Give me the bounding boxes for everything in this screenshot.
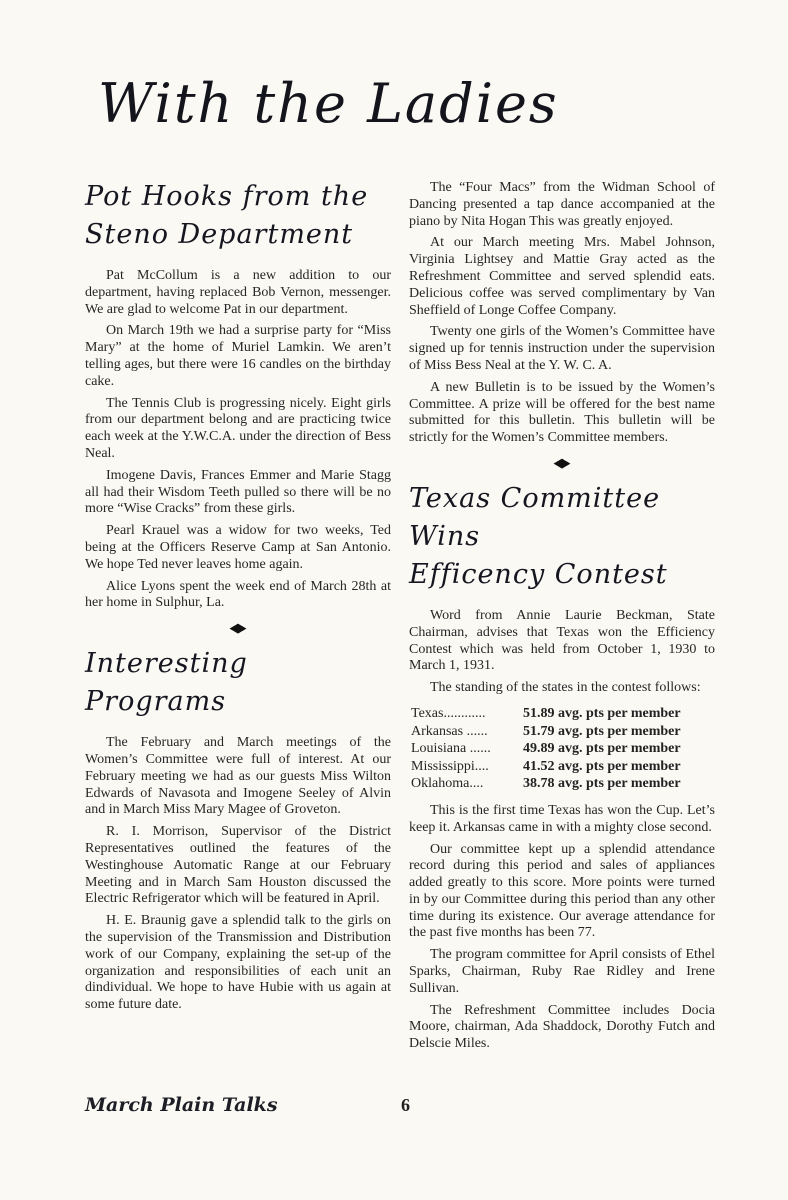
paragraph: The Tennis Club is progressing nicely. Eight girls from our department belong and are practicing twice each week at the Y.W.C.A. under the direction of Bess Neal. [85,395,391,461]
heading-line: Pot Hooks from the [85,181,369,212]
paragraph: Word from Annie Laurie Beckman, State Chairman, advises that Texas won the Efficiency Contest which was held from October 1, 1930 to March 1, 1931. [409,607,715,674]
state-name: Louisiana ...... [411,741,491,757]
heading-line: Efficency Contest [409,558,668,590]
paragraph: A new Bulletin is to be issued by the Women’s Committee. A prize will be offered for the best name submitted for this bulletin. This bulletin will be strictly for the Women’s Committee members. [409,379,715,446]
paragraph: At our March meeting Mrs. Mabel Johnson, Virginia Lightsey and Mattie Gray acted as the Refreshment Committee and served splendid eats. Delicious coffee was served complimentary by Van Sheffield of Longe Coffee Company. [409,235,715,318]
state-name: Mississippi.... [411,758,489,774]
paragraph: The February and March meetings of the Women’s Committee were full of interest. At our February meeting we had as our guests Miss Wilton Edwards of Navasota and Imogene Seeley of Alvin and in March Miss Mary Magee of Groveton. [85,735,391,818]
publication-name: March Plain Talks [85,1094,278,1116]
section-heading-pot-hooks [85,178,391,254]
two-column-layout [85,168,715,1058]
paragraph: Imogene Davis, Frances Emmer and Marie Stagg all had their Wisdom Teeth pulled so there will be no more “Wise Cracks” from these girls. [85,467,391,517]
state-score: 38.78 avg. pts per member [523,776,681,792]
state-name: Oklahoma.... [411,776,484,792]
diamond-divider-icon: ◆ [229,620,247,636]
section-heading-interesting-programs [85,645,391,721]
heading-line: Steno Department [85,219,354,250]
left-column [85,168,391,1058]
paragraph: The standing of the states in the contest follows: [430,680,701,696]
state-score: 41.52 avg. pts per member [523,758,681,774]
state-score: 51.79 avg. pts per member [523,723,681,739]
paragraph: Pat McCollum is a new addition to our department, having replaced Bob Vernon, messenger. We are glad to welcome Pat in our department. [85,268,391,317]
state-score: 51.89 avg. pts per member [523,705,681,721]
paragraph: On March 19th we had a surprise party for “Miss Mary” at the home of Muriel Lamkin. We aren’t telling ages, but there were 16 candles on the birthday cake. [85,323,391,389]
table-row [411,723,715,741]
diamond-divider-icon: ◆ [553,454,571,470]
table-row [411,705,715,723]
heading-line: Texas Committee Wins [409,482,661,552]
paragraph: The “Four Macs” from the Widman School of Dancing presented a tap dance accompanied at the piano by Nita Hogan This was greatly enjoyed. [409,180,715,229]
state-name: Texas............ [411,705,486,721]
paragraph: Our committee kept up a splendid attendance record during this period and sales of appliances added greatly to this score. More points were turned in by our Committee during this period than any other time during its existence. Our average attendance for the past five months has been 77. [409,841,715,941]
section-heading-texas-committee [409,480,715,594]
paragraph: Alice Lyons spent the week end of March 28th at her home in Sulphur, La. [85,578,391,611]
page-number: 6 [401,1095,410,1115]
page-footer [85,1094,715,1120]
paragraph: Twenty one girls of the Women’s Committee have signed up for tennis instruction under the supervision of Miss Bess Neal at the Y. W. C. A. [409,324,715,373]
paragraph: H. E. Braunig gave a splendid talk to the girls on the supervision of the Transmission and Distribution work of our Company, explaining the set-up of the organization and responsibilities of each unit an dindividual. We hope to have Hubie with us again at some future date. [85,913,391,1013]
page-title: With the Ladies [98,72,559,135]
right-column [409,168,715,1058]
paragraph: The program committee for April consists of Ethel Sparks, Chairman, Ruby Rae Ridley and Irene Sullivan. [409,947,715,996]
paragraph: The Refreshment Committee includes Docia Moore, chairman, Ada Shaddock, Dorothy Futch and Delscie Miles. [409,1002,715,1052]
state-name: Arkansas ...... [411,723,488,739]
table-row [411,740,715,758]
paragraph: R. I. Morrison, Supervisor of the District Representatives outlined the features of the Westinghouse Automatic Range at our February Meeting and in March Sam Houston discussed the Electric Refrigerator which will be featured in April. [85,824,391,907]
table-row [411,758,715,776]
table-row [411,775,715,793]
paragraph: This is the first time Texas has won the Cup. Let’s keep it. Arkansas came in with a mighty close second. [409,802,715,835]
state-standings-table [411,705,715,793]
heading-line: Interesting Programs [85,648,248,718]
state-score: 49.89 avg. pts per member [523,741,681,757]
paragraph: Pearl Krauel was a widow for two weeks, Ted being at the Officers Reserve Camp at San Antonio. We hope Ted never leaves home again. [85,523,391,572]
